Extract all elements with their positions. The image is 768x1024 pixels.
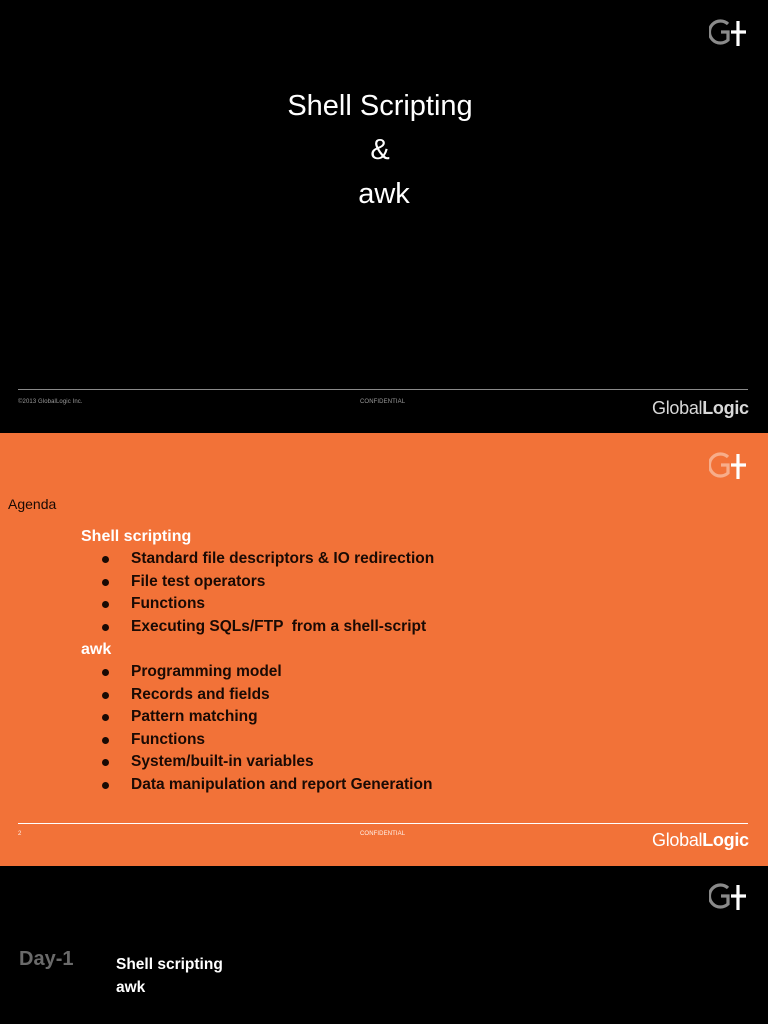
list-item [81, 548, 434, 571]
day-topic: Shell scripting [116, 956, 223, 973]
list-item-text: System/built-in variables [131, 753, 314, 770]
list-item [81, 616, 434, 639]
bullet-icon [102, 579, 109, 586]
day-topics [116, 954, 223, 999]
agenda-list [81, 525, 434, 796]
bullet-icon [102, 556, 109, 563]
title-line-2: & [370, 134, 390, 166]
globallogic-wordmark [652, 830, 749, 851]
bullet-icon [102, 624, 109, 631]
bullet-icon [102, 737, 109, 744]
page-number: 2 [18, 831, 22, 837]
list-item-text: Standard file descriptors & IO redirection [131, 550, 435, 567]
footer-divider [18, 389, 748, 390]
copyright-text: ©2013 GlobalLogic Inc. [18, 399, 83, 405]
list-item-text: Programming model [131, 663, 282, 680]
globallogic-logo-icon [709, 881, 747, 911]
agenda-heading: Agenda [8, 496, 57, 512]
list-item [81, 774, 434, 797]
confidential-label: CONFIDENTIAL [360, 831, 406, 837]
globallogic-wordmark [652, 398, 749, 419]
list-item-text: Records and fields [131, 685, 270, 703]
title-slide [0, 0, 768, 433]
confidential-label: CONFIDENTIAL [360, 399, 406, 405]
list-item [81, 729, 434, 752]
agenda-section-title: awk [81, 641, 112, 658]
list-item-text: Executing SQLs/FTP from a shell-script [131, 617, 427, 635]
agenda-section [81, 638, 434, 796]
list-item [81, 751, 434, 774]
list-item-text: File test operators [131, 572, 266, 590]
brand-light: Global [652, 398, 703, 418]
brand-bold: Logic [702, 398, 749, 418]
bullet-icon [102, 692, 109, 699]
list-item [81, 706, 434, 729]
bullet-icon [102, 714, 109, 721]
list-item-text: Data manipulation and report Generation [131, 775, 433, 793]
day-label: Day-1 [19, 948, 74, 970]
globallogic-logo-icon [709, 17, 747, 47]
footer-divider [18, 823, 748, 824]
bullet-icon [102, 669, 109, 676]
agenda-slide [0, 433, 768, 866]
day-slide [0, 866, 768, 1024]
bullet-icon [102, 601, 109, 608]
list-item-text: Functions [131, 730, 206, 748]
presentation-title [0, 84, 760, 216]
list-item [81, 593, 434, 616]
list-item-text: Pattern matching [131, 708, 258, 725]
brand-light: Global [652, 830, 703, 850]
list-item [81, 661, 434, 684]
globallogic-logo-icon [709, 450, 747, 480]
day-topic: awk [116, 978, 146, 996]
agenda-section-title: Shell scripting [81, 528, 192, 545]
bullet-icon [102, 782, 109, 789]
list-item [81, 684, 434, 707]
title-line-1: Shell Scripting [287, 90, 473, 122]
bullet-icon [102, 759, 109, 766]
title-line-3: awk [350, 178, 410, 210]
agenda-section [81, 525, 434, 638]
brand-bold: Logic [702, 830, 749, 850]
list-item-text: Functions [131, 595, 206, 612]
list-item [81, 571, 434, 594]
